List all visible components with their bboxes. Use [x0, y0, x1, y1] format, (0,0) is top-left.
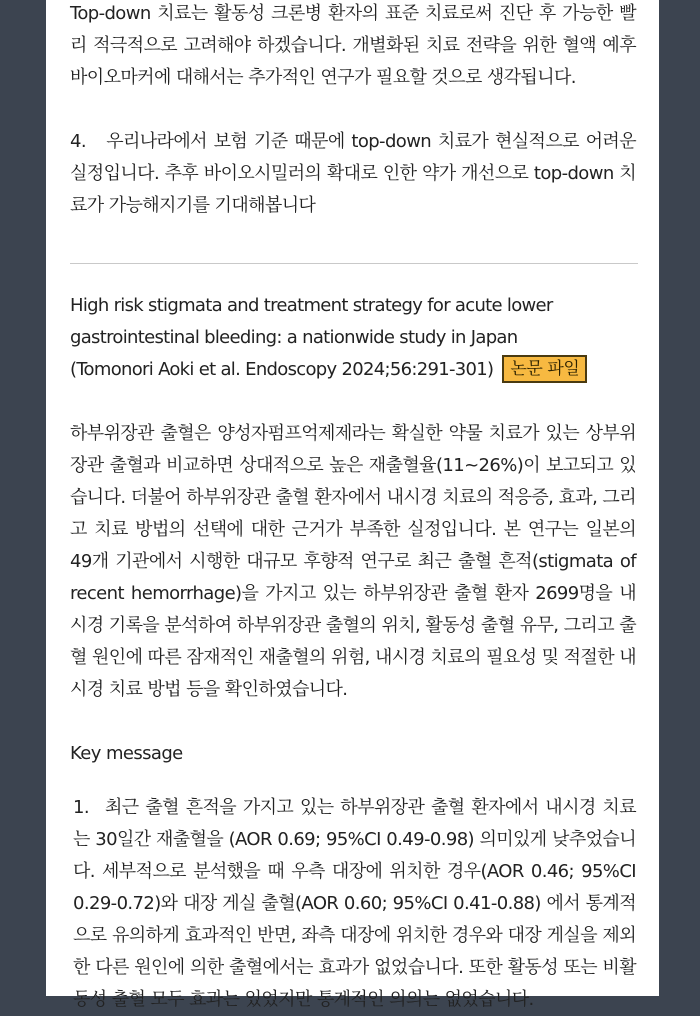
paragraph-number: 4.: [70, 131, 86, 152]
paper-citation: (Tomonori Aoki et al. Endoscopy 2024;56:291-301): [70, 359, 494, 380]
numbered-paragraph-4: [70, 126, 636, 222]
paper-heading: [70, 290, 636, 386]
intro-paragraph: Top-down 치료는 활동성 크론병 환자의 표준 치료로써 진단 후 가능한 빨리 적극적으로 고려해야 하겠습니다. 개별화된 치료 전략을 위한 혈액 예후 바이오마커에 대해서는 추가적인 연구가 필요할 것으로 생각됩니다.: [70, 3, 636, 88]
section-divider: [70, 263, 638, 264]
key-message-heading: Key message: [70, 743, 183, 764]
paper-summary: 하부위장관 출혈은 양성자펌프억제제라는 확실한 약물 치료가 있는 상부위장관 출혈과 비교하면 상대적으로 높은 재출혈율(11~26%)이 보고되고 있습니다. 더불어 하부위장관 출혈 환자에서 내시경 치료의 적응증, 효과, 그리고 치료 방법의 선택에 대한 근거가 부족한 실정입니다. 본 연구는 일본의 49개 기관에서 시행한 대규모 후향적 연구로 최근 출혈 흔적(stigmata of recent hemorrhage)을 가지고 있는 하부위장관 출혈 환자 2699명을 내시경 기록을 분석하여 하부위장관 출혈의 위치, 활동성 출혈 유무, 그리고 출혈 원인에 따른 잠재적인 재출혈의 위험, 내시경 치료의 필요성 및 적절한 내시경 치료 방법 등을 확인하였습니다.: [70, 423, 636, 700]
list-text: 최근 출혈 흔적을 가지고 있는 하부위장관 출혈 환자에서 내시경 치료는 30일간 재출혈을 (AOR 0.69; 95%CI 0.49-0.98) 의미있게 낮추었습니다. 세부적으로 분석했을 때 우측 대장에 위치한 경우(AOR 0.46; 95%CI 0.29-0.72)와 대장 게실 출혈(AOR 0.60; 95%CI 0.41-0.88) 에서 통계적으로 유의하게 효과적인 반면, 좌측 대장에 위치한 경우와 대장 게실을 제외한 다른 원인에 의한 출혈에서는 효과가 없었습니다. 또한 활동성 또는 비활동성 출혈 모두 효과는 있었지만 통계적인 의의는 없었습니다.: [73, 797, 636, 1010]
list-item: [70, 792, 636, 1016]
paper-file-button[interactable]: 논문 파일: [502, 355, 587, 383]
document-page: [46, 0, 659, 1010]
paragraph-text: 우리나라에서 보험 기준 때문에 top-down 치료가 현실적으로 어려운 실정입니다. 추후 바이오시밀러의 확대로 인한 약가 개선으로 top-down 치료가 가능해지기를 기대해봅니다: [70, 131, 636, 216]
list-number: 1.: [73, 797, 89, 818]
article-body: [70, 0, 636, 1016]
paper-title: High risk stigmata and treatment strategy for acute lower gastrointestinal bleeding: a nationwide study in Japan: [70, 295, 553, 348]
key-message-list: [70, 792, 636, 1016]
